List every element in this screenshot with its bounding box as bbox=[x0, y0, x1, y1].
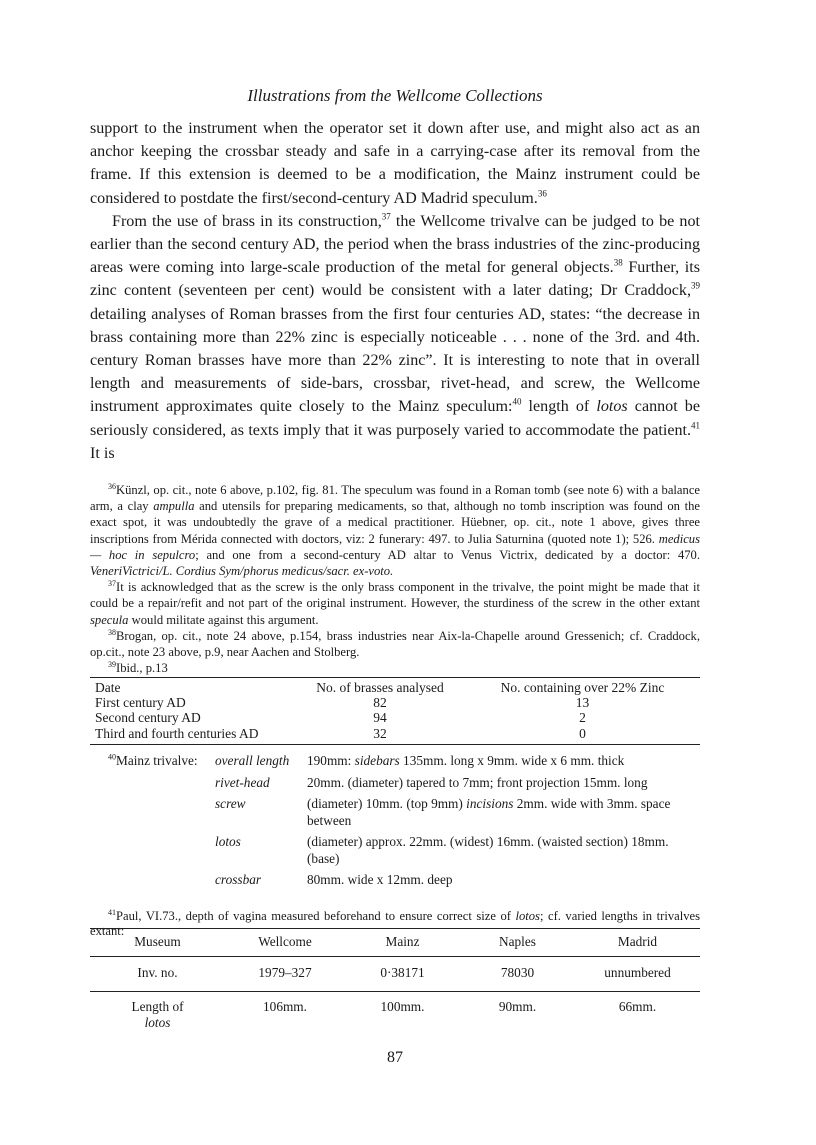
mainz-trivalve-measurements bbox=[90, 753, 700, 894]
paragraph-1: support to the instrument when the operator set it down after use, and might also act as an anchor keeping the crossbar steady and safe in a carrying-case after its removal from the frame. If this extension is deemed to be a modification, the Mainz instrument could be considered to postdate the first/second-century AD Madrid speculum.$^{36}$ bbox=[90, 120, 700, 207]
measurement-row: lotos (diameter) approx. 22mm. (widest) 16mm. (waisted section) 18mm. (base) bbox=[215, 834, 669, 866]
footnote-41: $^{41}$Paul, VI.73., depth of vagina measured beforehand to ensure correct size of lotos; cf. varied lengths in trivalves extant: bbox=[90, 907, 700, 938]
note-ref-38[interactable]: 38 bbox=[613, 257, 623, 268]
note-ref-40[interactable]: 40 bbox=[512, 397, 522, 408]
running-title: Illustrations from the Wellcome Collections bbox=[247, 86, 543, 105]
note-ref-37[interactable]: 37 bbox=[381, 211, 391, 222]
table-row: Length of lotos 106mm. 100mm. 90mm. 66mm. bbox=[90, 991, 700, 1037]
footnotes bbox=[90, 482, 700, 676]
table-header-row: Museum Wellcome Mainz Naples Madrid bbox=[90, 928, 700, 956]
table-row: Second century AD 94 2 bbox=[95, 710, 586, 726]
table-header-row: Date No. of brasses analysed No. containing over 22% Zinc bbox=[95, 680, 665, 695]
footnote-38: $^{38}$Brogan, op. cit., note 24 above, p.154, brass industries near Aix-la-Chapelle around Gressenich; cf. Craddock, op.cit., note 23 above, p.9, near Aachen and Stolberg. bbox=[90, 627, 700, 660]
note-ref-39[interactable]: 39 bbox=[691, 281, 700, 292]
brass-analysis-table bbox=[90, 677, 700, 745]
measurement-row: crossbar 80mm. wide x 12mm. deep bbox=[215, 872, 453, 887]
footnote-39: $^{39}$Ibid., p.13 bbox=[108, 660, 168, 676]
page-number: 87 bbox=[387, 1049, 403, 1066]
footnote-37: $^{37}$It is acknowledged that as the screw is the only brass component in the trivalve, the point might be made that it could be a repair/refit and not part of the original instrument. However, the sturdiness of the screw in the other extant specula would militate against this argument. bbox=[90, 579, 700, 627]
table-row: Inv. no. 1979–327 0·38171 78030 unnumbered bbox=[90, 956, 700, 991]
measurement-row: rivet-head 20mm. (diameter) tapered to 7mm; front projection 15mm. long bbox=[215, 774, 648, 790]
museum-comparison-table bbox=[90, 928, 700, 1037]
measurement-row: screw (diameter) 10mm. (top 9mm) incisions 2mm. wide with 3mm. space between bbox=[215, 796, 671, 828]
footnote-36: $^{36}$Künzl, op. cit., note 6 above, p.102, fig. 81. The speculum was found in a Roman tomb (see note 6) with a balance arm, a clay ampulla and utensils for preparing medicaments, so that, although no tomb inscription was found on the exact spot, it was undoubtedly the grave of a medical practitioner. Hüebner, op. cit., note 1 above, gives three inscriptions from Mérida connected with doctors, viz: 2 funerary: 497. to Julia Saturnina (quoted note 1); 526. medicus — hoc in sepulcro; and one from a second-century AD altar to Venus Victrix, dedicated by a doctor: 470. VeneriVictrici/L. Cordius Sym/phorus medicus/sacr. ex-voto. bbox=[90, 481, 700, 579]
body-text bbox=[90, 117, 700, 465]
measurement-row: $^{40}$Mainz trivalve: overall length 190mm: sidebars 135mm. long x 9mm. wide x 6 mm. thick bbox=[108, 752, 625, 768]
table-row: Third and fourth centuries AD 32 0 bbox=[95, 725, 586, 741]
note-ref-36[interactable]: 36 bbox=[537, 188, 547, 199]
note-ref-41[interactable]: 41 bbox=[691, 420, 700, 431]
table-row: First century AD 82 13 bbox=[95, 695, 590, 711]
paragraph-2: From the use of brass in its construction,$^{37}$ the Wellcome trivalve can be judged to be not earlier than the second century AD, the period when the brass industries of the zinc-producing areas were coming into large-scale production of the metal for general objects.$^{38}$ Further, its zinc content (seventeen per cent) would be consistent with a later dating; Dr Craddock,$^{39}$ detailing analyses of Roman brasses from the first four centuries AD, states: “the decrease in brass containing more than 22% zinc is especially noticeable . . . none of the 3rd. and 4th. century Roman brasses have more than 22% zinc”. It is interesting to note that in overall length and measurements of side-bars, crossbar, rivet-head, and screw, the Wellcome instrument approximates quite closely to the Mainz speculum:$^{40}$ length of lotos cannot be seriously considered, as texts imply that it was purposely varied to accommodate the patient.$^{41}$ It is bbox=[90, 211, 700, 462]
